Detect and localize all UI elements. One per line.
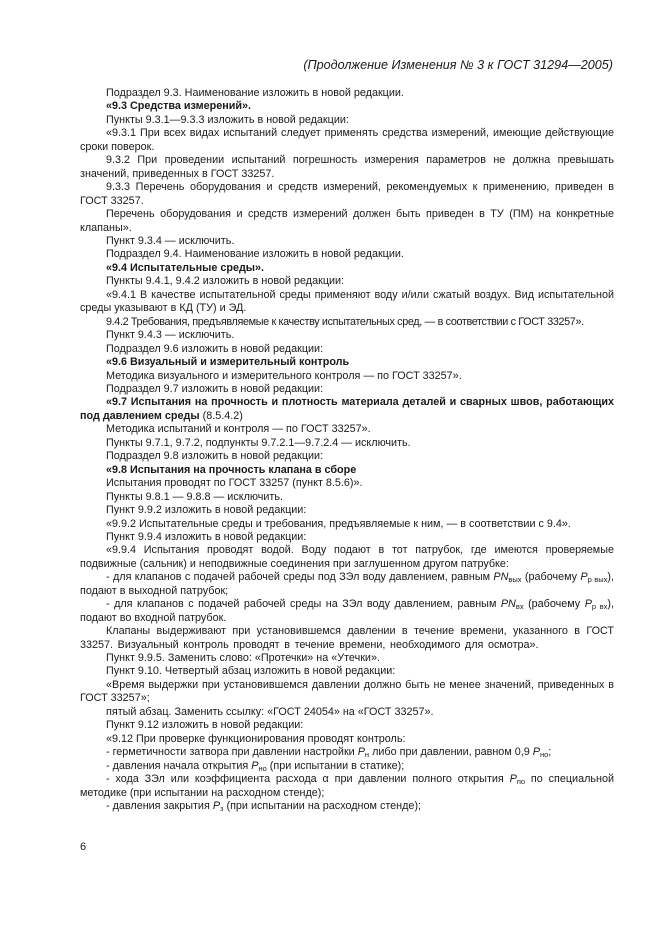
paragraph: Пункты 9.8.1 — 9.8.8 — исключить. [106, 490, 283, 503]
running-header: (Продолжение Изменения № 3 к ГОСТ 31294—2005) [303, 58, 613, 72]
list-item: - для клапанов с подачей рабочей среды под ЗЭл воду давлением, равным $PN_{вых}$ (рабочему $P_{р вых}$), подают в выходной патрубок; [80, 571, 614, 597]
paragraph: Пункт 9.4.3 — исключить. [106, 329, 235, 342]
list-item: - герметичности затвора при давлении настройки $P_н$ либо при давлении, равном 0,9 $P_{но}$; [106, 746, 552, 760]
paragraph: Пункты 9.3.1—9.3.3 изложить в новой редакции: [106, 113, 349, 126]
paragraph: Методика визуального и измерительного контроля — по ГОСТ 33257». [106, 369, 462, 382]
section-heading: «9.3 Средства измерений». [106, 100, 252, 113]
paragraph: «9.9.2 Испытательные среды и требования, предъявляемые к ним, — в соответствии с 9.4». [106, 517, 571, 530]
paragraph: 9.4.2 Требования, предъявляемые к качеству испытательных сред, — в соответствии с ГОСТ 33257». [106, 315, 584, 328]
paragraph: Методика испытаний и контроля — по ГОСТ 33257». [106, 423, 371, 436]
paragraph: Испытания проводят по ГОСТ 33257 (пункт 8.5.6)». [106, 477, 363, 490]
heading-text: «9.7 Испытания на прочность и плотность материала деталей и сварных швов, работающих под давлением среды [80, 396, 614, 422]
list-item: - хода ЗЭл или коэффициента расхода α при давлении полного открытия $P_{по}$ по специальной методике (при испытании на расходном стенде); [80, 773, 614, 799]
paragraph: Пункт 9.12 изложить в новой редакции: [106, 719, 304, 732]
section-heading [80, 396, 614, 423]
paragraph: Пункт 9.9.4 изложить в новой редакции: [106, 530, 307, 543]
paragraph: «9.9.4 Испытания проводят водой. Воду подают в тот патрубок, где имеются проверяемые подвижные (сальник) и неподвижные соединения при заглушенном другом патрубке: [80, 544, 614, 570]
list-item: - давления начала открытия $P_{но}$ (при испытании в статике); [106, 759, 405, 773]
list-item: - давления закрытия $P_з$ (при испытании на расходном стенде); [106, 800, 422, 814]
paragraph: «9.4.1 В качестве испытательной среды применяют воду и/или сжатый воздух. Вид испытательной среды указывают в КД (ТУ) и ЭД. [80, 288, 614, 315]
paragraph: 9.3.2 При проведении испытаний погрешность измерения параметров не должна превышать значений, приведенных в ГОСТ 33257. [80, 154, 614, 180]
paragraph: пятый абзац. Заменить ссылку: «ГОСТ 24054» на «ГОСТ 33257». [106, 705, 434, 718]
paragraph: «Время выдержки при установившемся давлении должно быть не менее значений, приведенных в ГОСТ 33257»; [80, 678, 614, 705]
section-heading: «9.6 Визуальный и измерительный контроль [106, 356, 350, 369]
paragraph: Подраздел 9.6 изложить в новой редакции: [106, 342, 324, 355]
paragraph: Пункт 9.9.5. Заменить слово: «Протечки» на «Утечки». [106, 652, 380, 665]
paragraph: Подраздел 9.3. Наименование изложить в новой редакции. [106, 87, 404, 99]
paragraph: Клапаны выдерживают при установившемся давлении в течение времени, указанного в ГОСТ 33257. Визуальный контроль проводят в течение времени, необходимого для осмотра». [80, 625, 614, 651]
list-item: - для клапанов с подачей рабочей среды на ЗЭл воду давлением, равным $PN_{вх}$ (рабочему $P_{р вх}$), подают во входной патрубок. [80, 598, 614, 624]
page-number: 6 [80, 841, 87, 853]
heading-reference: (8.5.4.2) [199, 409, 243, 422]
paragraph: Пункт 9.9.2 изложить в новой редакции: [106, 504, 307, 517]
paragraph: 9.3.3 Перечень оборудования и средств измерений, рекомендуемых к применению, приведен в ГОСТ 33257. [80, 181, 614, 207]
section-heading: «9.4 Испытательные среды». [106, 261, 265, 274]
paragraph: Подраздел 9.4. Наименование изложить в новой редакции. [106, 248, 404, 261]
document-body [80, 87, 614, 813]
paragraph: Пункты 9.4.1, 9.4.2 изложить в новой редакции: [106, 275, 345, 288]
paragraph: «9.12 При проверке функционирования проводят контроль: [106, 732, 406, 745]
paragraph: Перечень оборудования и средств измерений должен быть приведен в ТУ (ПМ) на конкретные клапаны». [80, 208, 614, 234]
section-heading: «9.8 Испытания на прочность клапана в сборе [106, 463, 357, 476]
paragraph: Пункт 9.3.4 — исключить. [106, 234, 235, 247]
paragraph: Пункты 9.7.1, 9.7.2, подпункты 9.7.2.1—9.7.2.4 — исключить. [106, 436, 411, 449]
paragraph: «9.3.1 При всех видах испытаний следует применять средства измерений, имеющие действующие сроки поверок. [80, 127, 614, 153]
paragraph: Подраздел 9.7 изложить в новой редакции: [106, 382, 324, 395]
paragraph: Пункт 9.10. Четвертый абзац изложить в новой редакции: [106, 665, 396, 678]
paragraph: Подраздел 9.8 изложить в новой редакции: [106, 450, 324, 463]
